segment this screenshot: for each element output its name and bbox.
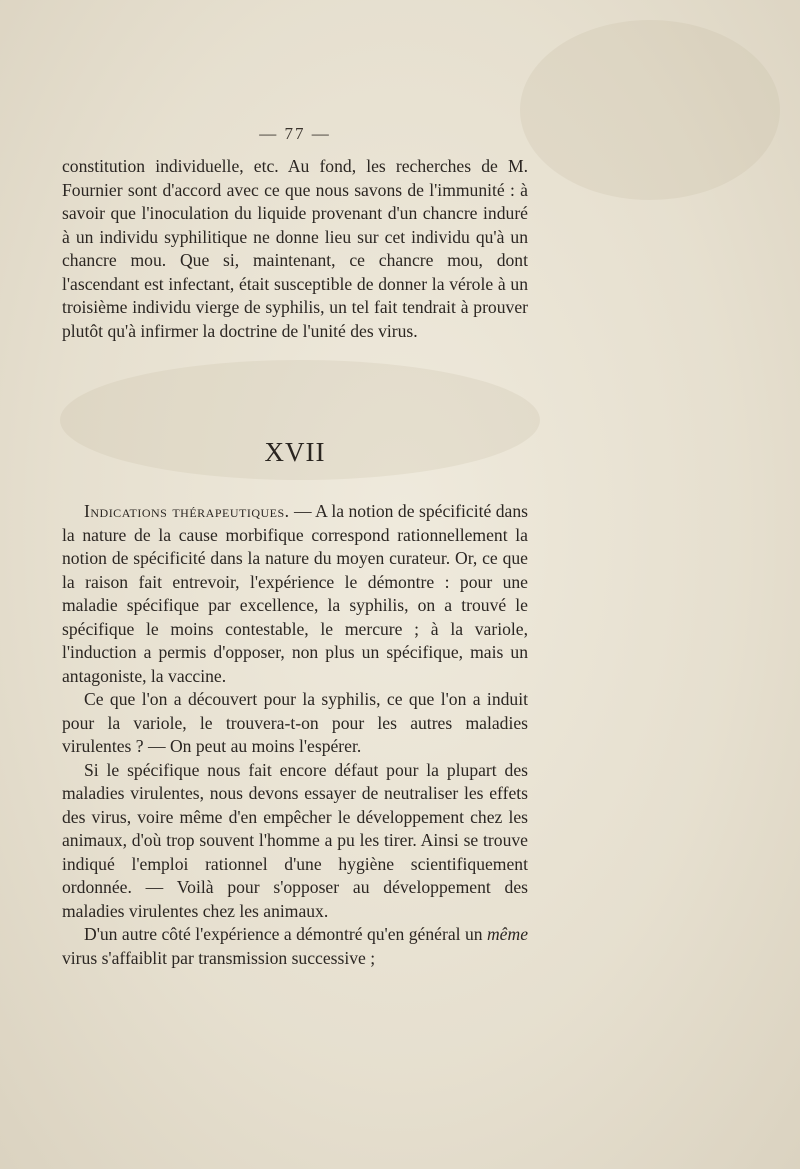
emphasis-word: même	[486, 924, 528, 944]
page-number: — 77 —	[259, 124, 331, 143]
paper-stain	[520, 20, 780, 200]
paragraph-2: Ce que l'on a découvert pour la syphilis, ce que l'on a induit pour la variole, le trouvera-t-on pour les autres maladies virulentes ? — On peut au moins l'espérer.	[62, 689, 528, 756]
paragraph-1-text: — A la notion de spécificité dans la nature de la cause morbifique correspond rationnellement la notion de spécificité dans la nature du moyen curateur. Or, ce que la raison fait entrevoir, l'expérience le démontre : pour une maladie spécifique par excellence, la syphilis, on a trouvé le spécifique le moins contestable, le mercure ; à la variole, l'induction a permis d'opposer, non plus un spécifique, mais un antagoniste, la vaccine.	[62, 501, 529, 686]
paragraph-4-start: D'un autre côté l'expérience a démontré qu'en général un	[84, 924, 487, 944]
section-number: XVII	[264, 437, 326, 467]
paragraph-text: constitution individuelle, etc. Au fond, les recherches de M. Fournier sont d'accord avec ce que nous savons de l'immunité : à savoir que l'inoculation du liquide provenant d'un chancre induré à un individu syphilitique ne donne lieu sur cet individu qu'à un chancre mou. Que si, maintenant, ce chancre mou, dont l'ascendant est infectant, était susceptible de donner la vérole à un troisième individu vierge de syphilis, un tel fait tendrait à prouver plutôt qu'à infirmer la doctrine de l'unité des virus.	[62, 156, 528, 341]
paragraph-continued	[62, 155, 528, 343]
paragraph-1	[62, 500, 528, 688]
section-body	[62, 500, 528, 970]
paragraph-4-end: virus s'affaiblit par transmission successive ;	[62, 947, 376, 968]
paragraph-4	[62, 923, 528, 970]
section-heading: Indications thérapeutiques.	[84, 501, 290, 521]
paragraph-3: Si le spécifique nous fait encore défaut pour la plupart des maladies virulentes, nous devons essayer de neutraliser les effets des virus, voire même d'en empêcher le développement chez les animaux, d'où trop souvent l'homme a pu les tirer. Ainsi se trouve indiqué l'emploi rationnel d'une hygiène scientifiquement ordonnée. — Voilà pour s'opposer au développement des maladies virulentes chez les animaux.	[62, 759, 528, 921]
